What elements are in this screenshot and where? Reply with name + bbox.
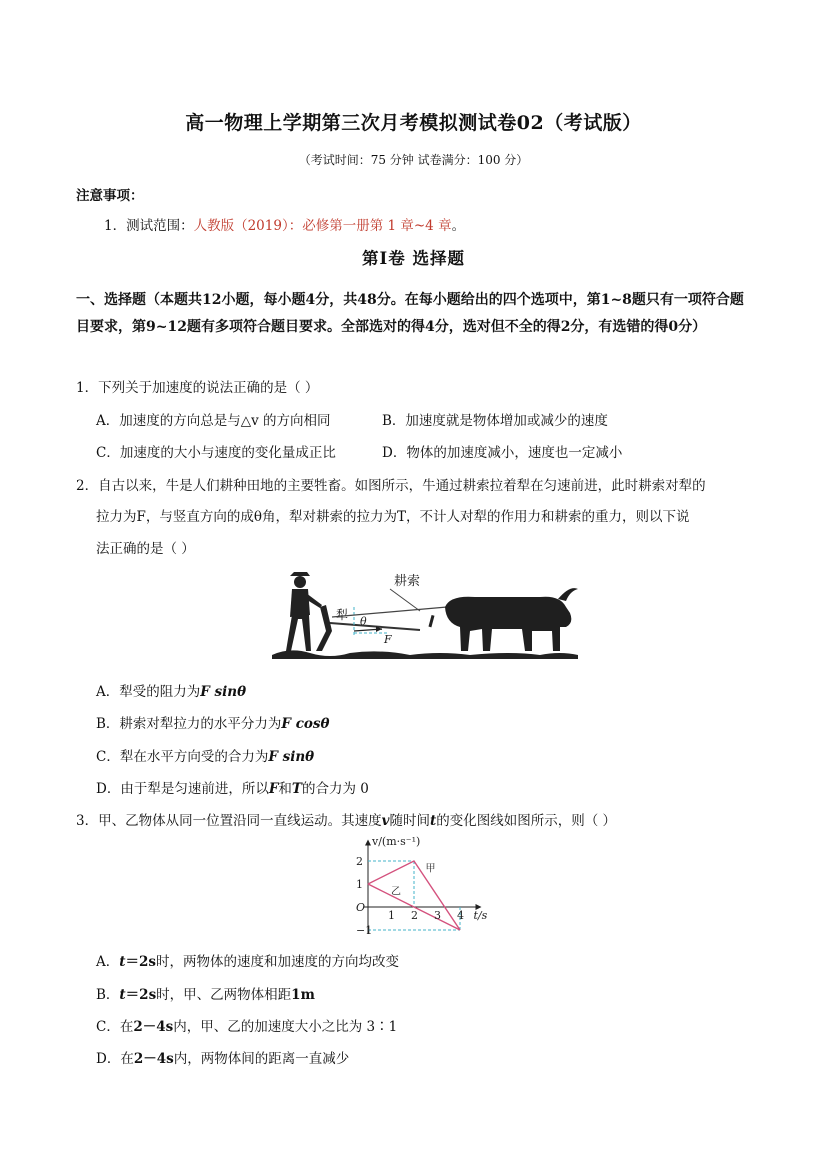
q2-c-text: C．犁在水平方向受的合力为 [96, 749, 269, 765]
y-axis-arrow [365, 840, 371, 846]
q2-option-b [96, 712, 330, 732]
plow-body [316, 605, 332, 651]
q3-stem [76, 809, 616, 829]
q3-d-prefix: D．在 [96, 1051, 134, 1067]
q2-option-c [96, 745, 314, 765]
instructions: 一、选择题（本题共12小题，每小题4分，共48分。在每小题给出的四个选项中，第1~8题只有一项符合题目要求，第9~12题有多项符合题目要求。全部选对的得4分，选对但不全的得2分，有选错的得0分） [76, 292, 744, 335]
q3-a-label: A． [96, 954, 120, 970]
vt-graph [340, 835, 510, 939]
series-label-jia: 甲 [425, 863, 436, 875]
q3-b-rest: 时，甲、乙两物体相距 [156, 987, 292, 1003]
force-label: F [384, 633, 392, 646]
farmer-head [294, 576, 306, 588]
q3-b-eq: ＝2s [125, 987, 157, 1003]
q2-d-f: F [268, 781, 279, 797]
scope-suffix: 。 [451, 218, 466, 234]
q2-option-d [96, 777, 369, 797]
q3-c-prefix: C．在 [96, 1019, 134, 1035]
ox-plow-figure [270, 567, 580, 667]
y-tick-label: O [356, 901, 366, 914]
section-title: 第Ⅰ卷 选择题 [362, 249, 465, 268]
q2-stem-line1: 2．自古以来，牛是人们耕种田地的主要牲畜。如图所示，牛通过耕索拉着犁在匀速前进，此时耕索对犁的 [76, 478, 706, 494]
scope-prefix: 1．测试范围： [104, 218, 194, 234]
y-tick-label: 2 [356, 855, 363, 868]
q1-option-c: C．加速度的大小与速度的变化量成正比 [96, 445, 336, 461]
q3-stem-t: t [429, 813, 437, 829]
q2-a-formula: F sinθ [200, 684, 247, 700]
q3-c-range: 2－4s [133, 1019, 174, 1035]
q3-b-t: t [119, 987, 126, 1003]
ox-horn [558, 588, 578, 601]
q3-b-val: 1m [291, 987, 315, 1003]
x-tick-label: 3 [434, 909, 441, 922]
x-tick-label: 2 [411, 909, 418, 922]
ox-plow-illustration [270, 567, 580, 663]
series-label-yi: 乙 [391, 886, 401, 898]
q3-stem-v: v [381, 813, 390, 829]
farmer-hat [290, 572, 310, 576]
rope-label-pointer [390, 589, 420, 611]
q3-d-rest: 内，两物体间的距离一直减少 [173, 1051, 350, 1067]
notice-item-scope [104, 214, 465, 234]
y-tick-label: −1 [356, 924, 373, 935]
page-title: 高一物理上学期第三次月考模拟测试卷02（考试版） [185, 112, 642, 134]
q2-d-text: D．由于犁是匀速前进，所以 [96, 781, 269, 797]
q1-option-b: B．加速度就是物体增加或减少的速度 [382, 413, 608, 429]
exam-meta: （考试时间：75 分钟 试卷满分：100 分） [298, 153, 529, 167]
q3-option-b [96, 983, 315, 1003]
q3-b-label: B． [96, 987, 120, 1003]
q3-d-range: 2－4s [133, 1051, 174, 1067]
q2-d-mid: 和 [278, 781, 292, 797]
q2-d-t: T [291, 781, 302, 797]
q1-stem: 1．下列关于加速度的说法正确的是（ ） [76, 380, 319, 396]
x-tick-label: 4 [457, 909, 464, 922]
q3-option-d [96, 1047, 349, 1067]
q3-stem-mid: 随时间 [389, 813, 430, 829]
x-tick-label: 1 [388, 909, 395, 922]
ground-shape [272, 650, 578, 659]
q3-option-c [96, 1015, 397, 1035]
q3-c-rest: 内，甲、乙的加速度大小之比为 3∶1 [173, 1019, 398, 1035]
q2-stem-line2: 拉力为F，与竖直方向的成θ角，犁对耕索的拉力为T，不计人对犁的作用力和耕索的重力，则以下说 [96, 509, 690, 525]
vt-labels [356, 835, 488, 935]
farmer-legs [286, 615, 311, 651]
plow-label: 犁 [336, 608, 349, 622]
q2-stem-line3: 法正确的是（ ） [96, 541, 195, 557]
q3-a-rest: 时，两物体的速度和加速度的方向均改变 [156, 954, 399, 970]
x-axis-label: t/s [473, 909, 488, 922]
q3-option-a [96, 950, 399, 970]
y-tick-label: 1 [356, 878, 363, 891]
theta-label: θ [360, 615, 367, 628]
q2-a-text: A．犁受的阻力为 [96, 684, 201, 700]
rope-label: 耕索 [394, 574, 421, 589]
q1-option-a: A．加速度的方向总是与△v 的方向相同 [96, 413, 331, 429]
rope-knot [428, 615, 434, 627]
q1-option-d: D．物体的加速度减小，速度也一定减小 [382, 445, 623, 461]
vt-graph-svg [340, 835, 510, 935]
q2-c-formula: F sinθ [268, 749, 315, 765]
farmer-body [290, 589, 310, 617]
y-axis-label: v/(m·s⁻¹) [372, 835, 421, 848]
q2-b-text: B．耕索对犁拉力的水平分力为 [96, 716, 282, 732]
q3-a-eq: ＝2s [125, 954, 156, 970]
q3-stem-suffix: 的变化图线如图所示，则（ ） [436, 813, 616, 829]
ox-body [445, 597, 571, 651]
notice-label: 注意事项： [76, 188, 144, 204]
q2-d-suffix: 的合力为 0 [301, 781, 369, 797]
q3-stem-prefix: 3．甲、乙物体从同一位置沿同一直线运动。其速度 [76, 813, 382, 829]
q2-b-formula: F cosθ [281, 716, 330, 732]
scope-highlight: 人教版（2019）：必修第一册第 1 章~4 章 [193, 218, 452, 234]
q3-a-t: t [119, 954, 126, 970]
q2-option-a [96, 680, 246, 700]
